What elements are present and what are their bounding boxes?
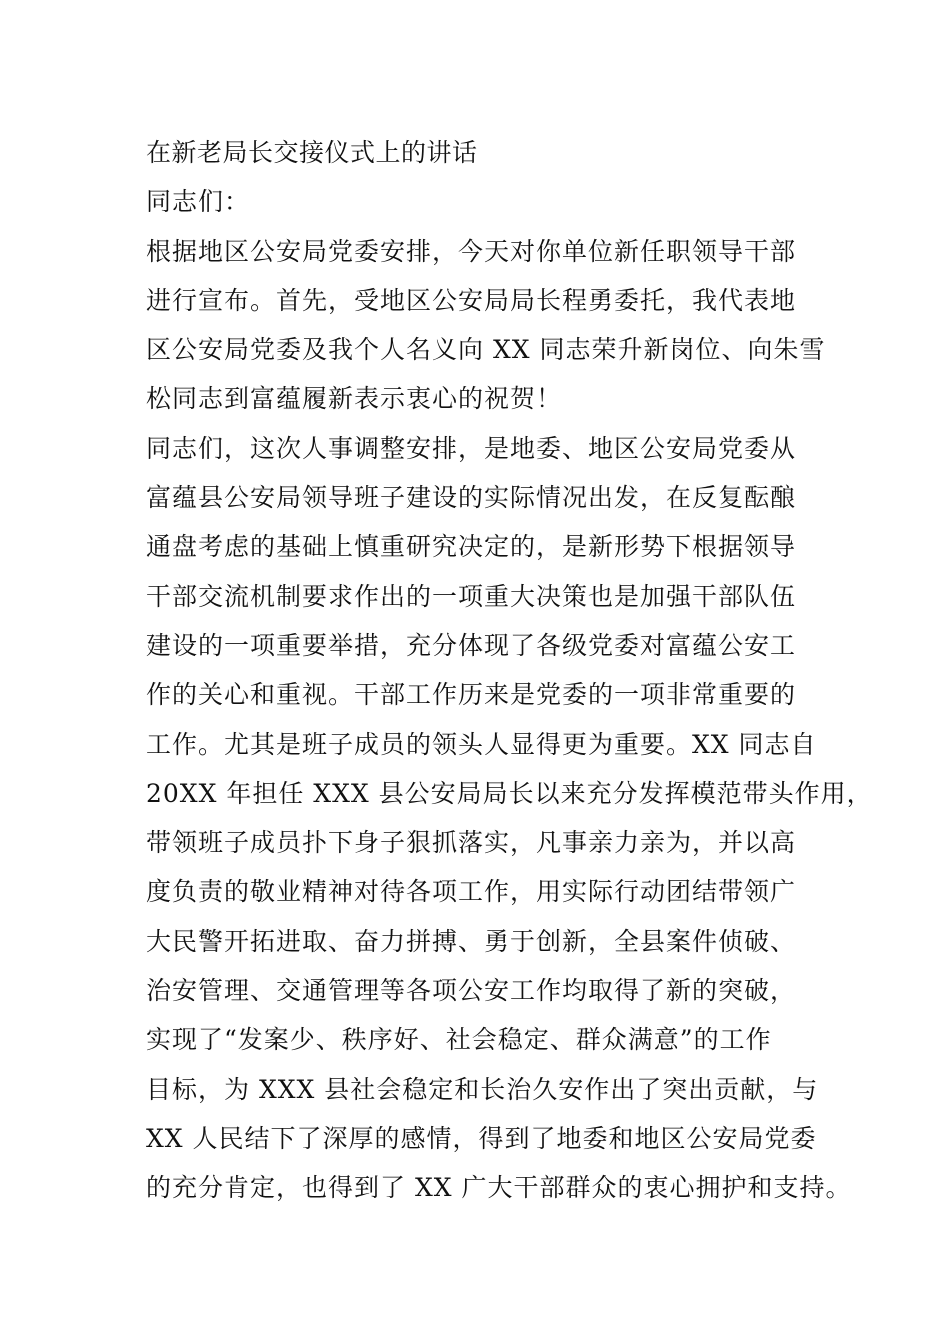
- text-line: 大民警开拓进取、奋力拼搏、勇于创新，全县案件侦破、: [146, 926, 797, 956]
- text-line: 目标，为 XXX 县社会稳定和长治久安作出了突出贡献，与: [146, 1074, 819, 1104]
- text-line: XX 人民结下了深厚的感情，得到了地委和地区公安局党委: [146, 1123, 817, 1153]
- text-line: 治安管理、交通管理等各项公安工作均取得了新的突破，: [146, 976, 797, 1006]
- text-line: 实现了“发案少、秩序好、社会稳定、群众满意”的工作: [146, 1025, 772, 1055]
- text-line: 的充分肯定，也得到了 XX 广大干部群众的衷心拥护和支持。: [146, 1173, 852, 1203]
- text-line: 同志们，这次人事调整安排，是地委、地区公安局党委从: [146, 433, 797, 463]
- text-line: 根据地区公安局党委安排，今天对你单位新任职领导干部: [146, 236, 797, 266]
- salutation: 同志们：: [146, 187, 251, 217]
- text-line: 干部交流机制要求作出的一项重大决策也是加强干部队伍: [146, 581, 797, 611]
- text-line: 进行宣布。首先，受地区公安局局长程勇委托，我代表地: [146, 285, 797, 315]
- text-line: 富蕴县公安局领导班子建设的实际情况出发，在反复酝酿: [146, 483, 797, 513]
- text-line: 带领班子成员扑下身子狠抓落实，凡事亲力亲为，并以高: [146, 828, 797, 858]
- paragraph-1: [146, 227, 836, 424]
- speech-body: [146, 128, 873, 1213]
- text-line: 作的关心和重视。干部工作历来是党委的一项非常重要的: [146, 680, 797, 710]
- paragraph-2: [146, 424, 873, 1213]
- text-line: 度负责的敬业精神对待各项工作，用实际行动团结带领广: [146, 877, 797, 907]
- text-line: 通盘考虑的基础上慎重研究决定的，是新形势下根据领导: [146, 532, 797, 562]
- speech-title: 在新老局长交接仪式上的讲话: [146, 138, 478, 167]
- text-line: 松同志到富蕴履新表示衷心的祝贺！: [146, 384, 563, 414]
- text-line: 工作。尤其是班子成员的领头人显得更为重要。XX 同志自: [146, 729, 817, 759]
- text-line: 建设的一项重要举措，充分体现了各级党委对富蕴公安工: [146, 630, 797, 660]
- text-line: 区公安局党委及我个人名义向 XX 同志荣升新岗位、向朱雪: [146, 335, 826, 365]
- text-line: 20XX 年担任 XXX 县公安局局长以来充分发挥模范带头作用，: [146, 778, 873, 808]
